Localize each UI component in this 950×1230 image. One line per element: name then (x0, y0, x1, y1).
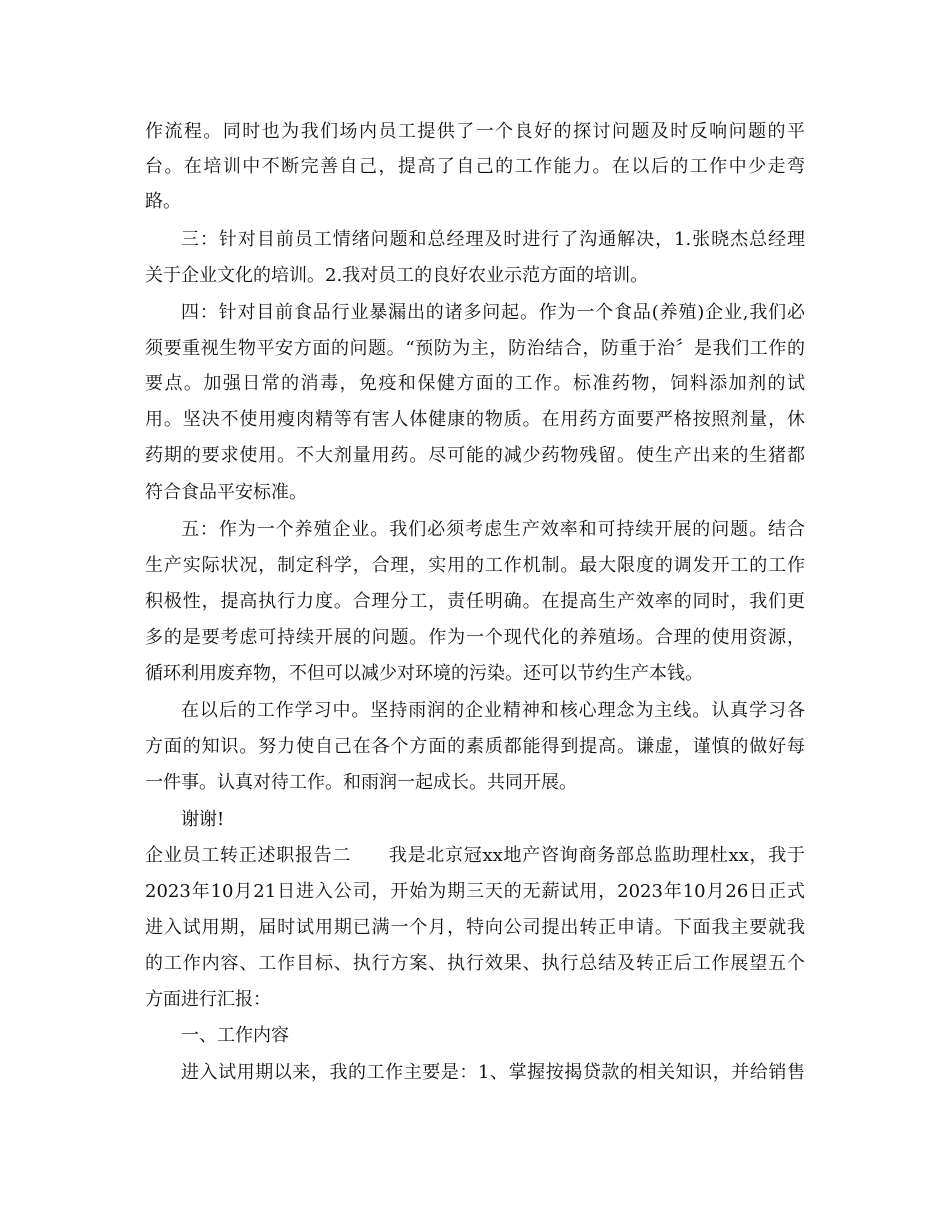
text-line: 台。在培训中不断完善自己，提高了自己的工作能力。在以后的工作中少走弯 (145, 156, 805, 177)
text-line: 方面进行汇报： (145, 989, 271, 1010)
text-line: 符合食品平安标准。 (145, 482, 307, 503)
text-line: 循环利用废弃物，不但可以减少对环境的污染。还可以节约生产本钱。 (145, 663, 703, 684)
text-line: 在以后的工作学习中。坚持雨润的企业精神和核心理念为主线。认真学习各 (181, 700, 805, 721)
text-line: 一件事。认真对待工作。和雨润一起成长。共同开展。 (145, 772, 577, 793)
section-heading: 一、工作内容 (181, 1025, 289, 1046)
text-line: 路。 (145, 191, 181, 212)
text-line: 用。坚决不使用瘦肉精等有害人体健康的物质。在用药方面要严格按照剂量，休 (145, 409, 805, 430)
text-line: 关于企业文化的培训。2.我对员工的良好农业示范方面的培训。 (145, 265, 649, 286)
text-line: 五：作为一个养殖企业。我们必须考虑生产效率和可持续开展的问题。结合 (181, 519, 805, 540)
text-line: 积极性，提高执行力度。合理分工，责任明确。在提高生产效率的同时，我们更 (145, 591, 805, 612)
text-line: 的工作内容、工作目标、执行方案、执行效果、执行总结及转正后工作展望五个 (145, 953, 805, 974)
text-line: 作流程。同时也为我们场内员工提供了一个良好的探讨问题及时反响问题的平 (145, 121, 805, 142)
text-line: 药期的要求使用。不大剂量用药。尽可能的减少药物残留。使生产出来的生猪都 (145, 445, 805, 466)
text-line: 四：针对目前食品行业暴漏出的诸多问起。作为一个食品(养殖)企业,我们必 (181, 302, 805, 323)
text-line: 多的是要考虑可持续开展的问题。作为一个现代化的养殖场。合理的使用资源， (145, 627, 805, 648)
text-line: 要点。加强日常的消毒，免疫和保健方面的工作。标准药物，饲料添加剂的试 (145, 373, 805, 394)
text-line: 须要重视生物平安方面的问题。“预防为主，防治结合，防重于治〞是我们工作的 (145, 338, 805, 359)
text-line: 企业员工转正述职报告二 我是北京冠xx地产咨询商务部总监助理杜xx，我于 (145, 845, 805, 866)
text-line: 进入试用期，届时试用期已满一个月，特向公司提出转正申请。下面我主要就我 (145, 917, 805, 938)
text-line: 进入试用期以来，我的工作主要是：1、掌握按揭贷款的相关知识，并给销售 (181, 1062, 805, 1083)
text-line: 谢谢! (181, 809, 225, 830)
text-line: 方面的知识。努力使自己在各个方面的素质都能得到提高。谦虚，谨慎的做好每 (145, 736, 805, 757)
text-line: 生产实际状况，制定科学，合理，实用的工作机制。最大限度的调发开工的工作 (145, 555, 805, 576)
text-line: 三：针对目前员工情绪问题和总经理及时进行了沟通解决，1.张晓杰总经理 (181, 229, 805, 250)
text-line: 2023年10月21日进入公司，开始为期三天的无薪试用，2023年10月26日正式 (145, 881, 805, 902)
